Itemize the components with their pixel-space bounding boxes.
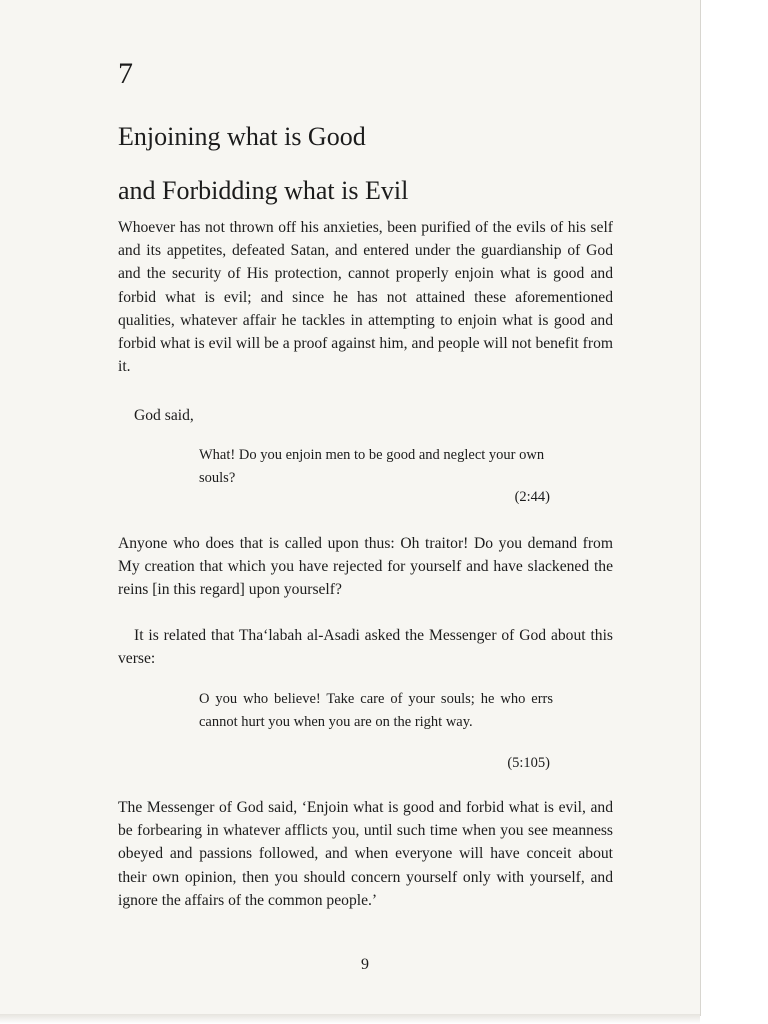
- quote-reference-2-44: (2:44): [514, 489, 550, 505]
- quote-verse-5-105: O you who believe! Take care of your souls; he who errs cannot hurt you when you are on the right way.: [199, 691, 553, 730]
- paragraph-god-said: God said,: [134, 407, 194, 424]
- chapter-number: 7: [118, 57, 133, 90]
- quote-reference-5-105: (5:105): [507, 755, 550, 771]
- paragraph-thalabah: It is related that Tha‘labah al-Asadi asked the Messenger of God about this verse:: [118, 627, 613, 668]
- chapter-title: [118, 110, 408, 218]
- chapter-title-line-1: Enjoining what is Good: [118, 122, 366, 151]
- paragraph-traitor: Anyone who does that is called upon thus: Oh traitor! Do you demand from My creation that which you have rejected for yourself and have slackened the reins [in this regard] upon yourself?: [118, 535, 613, 599]
- chapter-title-line-2: and Forbidding what is Evil: [118, 176, 409, 205]
- quote-verse-2-44: What! Do you enjoin men to be good and neglect your own souls?: [199, 447, 545, 486]
- paragraph-messenger-said: The Messenger of God said, ‘Enjoin what is good and forbid what is evil, and be forbearing in whatever afflicts you, until such time when you see meanness obeyed and passions followed, and when everyone will have conceit about their own opinion, then you should concern yourself only with yourself, and ignore the affairs of the common people.’: [118, 799, 613, 909]
- page-bottom-edge: [0, 1014, 700, 1024]
- paragraph-intro: Whoever has not thrown off his anxieties, been purified of the evils of his self and its appetites, defeated Satan, and entered under the guardianship of God and the security of His protection, cannot properly enjoin what is good and forbid what is evil; and since he has not attained these aforementioned qualities, whatever affair he tackles in attempting to enjoin what is good and forbid what is evil will be a proof against him, and people will not benefit from it.: [118, 219, 613, 376]
- page-number: 9: [361, 956, 369, 973]
